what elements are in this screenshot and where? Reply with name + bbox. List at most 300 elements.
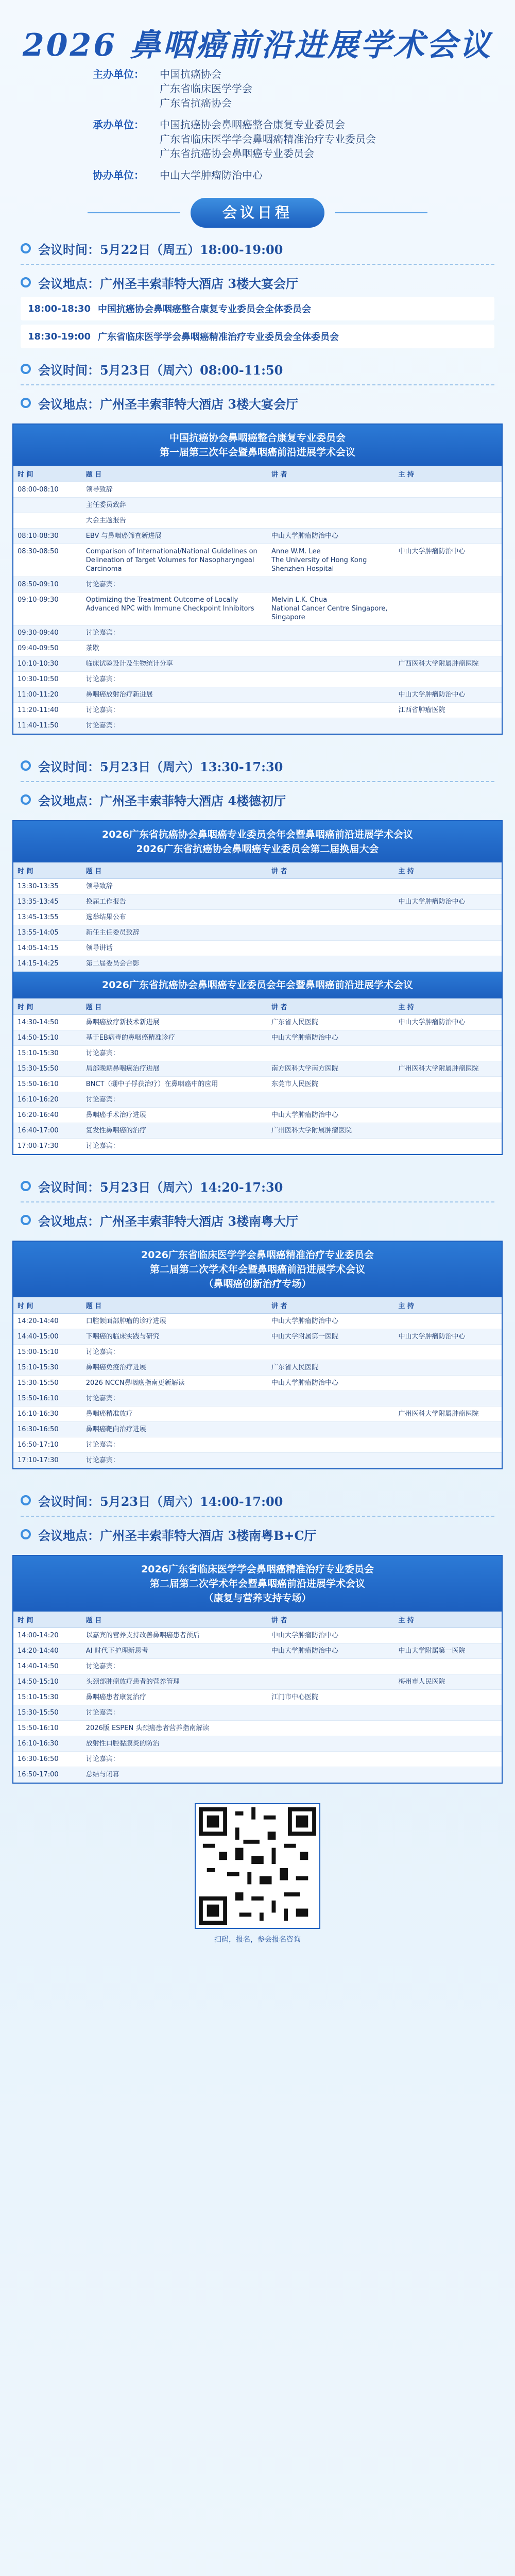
session-3 [21, 755, 494, 810]
table-cell: 江西省肿瘤医院 [394, 703, 502, 718]
table-cell: 复发性鼻咽癌的治疗 [82, 1123, 267, 1139]
column-header: 讲 者 [267, 466, 394, 482]
table-row [13, 1736, 502, 1752]
table-cell [394, 1690, 502, 1705]
table-cell [394, 1736, 502, 1752]
agenda-item [21, 297, 494, 320]
table-cell: 下咽癌的临床实践与研究 [82, 1329, 267, 1345]
session-place-text: 会议地点：广州圣丰索菲特大酒店 3楼南粤大厅 [38, 1213, 299, 1229]
column-header: 主 持 [394, 1297, 502, 1314]
table-cell [267, 894, 394, 910]
table-cell: 领导致辞 [82, 482, 267, 498]
table-row [13, 1721, 502, 1736]
table-cell: 15:10-15:30 [13, 1690, 82, 1705]
table-cell: 讨论嘉宾： [82, 1453, 267, 1468]
table-cell: 大会主题报告 [82, 513, 267, 529]
session-place [21, 1524, 494, 1545]
table-row [13, 641, 502, 656]
table-cell: 15:30-15:50 [13, 1061, 82, 1077]
table-cell [267, 703, 394, 718]
table-cell [13, 513, 82, 529]
table-cell: 08:10-08:30 [13, 529, 82, 544]
agenda-title: 广东省临床医学学会鼻咽癌精准治疗专业委员会全体委员会 [98, 332, 339, 343]
table-row [13, 1391, 502, 1406]
table-row [13, 1046, 502, 1061]
table-cell [267, 687, 394, 703]
table-cell: 中山大学肿瘤防治中心 [267, 1643, 394, 1659]
table-cell [267, 1345, 394, 1360]
table-cell: 14:40-14:50 [13, 1659, 82, 1674]
table-row [13, 577, 502, 592]
table-cell: 08:50-09:10 [13, 577, 82, 592]
table-cell: 新任主任委员致辞 [82, 925, 267, 941]
column-header: 主 持 [394, 862, 502, 879]
table-cell: 15:50-16:10 [13, 1077, 82, 1092]
location-icon [21, 1529, 31, 1539]
table-row [13, 1643, 502, 1659]
table-cell: 17:10-17:30 [13, 1453, 82, 1468]
table-row [13, 1690, 502, 1705]
table-cell: 鼻咽癌精准放疗 [82, 1406, 267, 1422]
clock-icon [21, 1495, 31, 1505]
session-2 [21, 359, 494, 413]
table-cell: 广东省人民医院 [267, 1360, 394, 1376]
agenda-card-s3 [12, 820, 503, 1155]
qr-section [180, 1804, 335, 1944]
table-cell [267, 1139, 394, 1154]
table-row [13, 498, 502, 513]
table-cell [267, 1736, 394, 1752]
table-cell [394, 925, 502, 941]
table-cell: 鼻咽癌放疗新技术新进展 [82, 1015, 267, 1030]
agenda-card-s5 [12, 1555, 503, 1784]
table-cell: 中山大学肿瘤防治中心 [267, 1376, 394, 1391]
agenda-table-2 [13, 998, 502, 1154]
session-time [21, 359, 494, 379]
table-cell: 10:30-10:50 [13, 672, 82, 687]
table-row [13, 910, 502, 925]
table-cell: 中山大学肿瘤防治中心 [394, 1015, 502, 1030]
agenda-time: 18:30-19:00 [28, 331, 91, 342]
table-cell: 中山大学附属第一医院 [267, 1329, 394, 1345]
table-cell: 中山大学肿瘤防治中心 [394, 894, 502, 910]
table-row [13, 1077, 502, 1092]
table-cell [13, 498, 82, 513]
table-cell [394, 1437, 502, 1453]
org-lines [160, 117, 464, 161]
table-row [13, 1123, 502, 1139]
table-row [13, 513, 502, 529]
location-icon [21, 277, 31, 287]
table-cell: 13:30-13:35 [13, 879, 82, 894]
table-cell [394, 577, 502, 592]
table-cell [394, 672, 502, 687]
table-row [13, 1108, 502, 1123]
table-cell: 中山大学肿瘤防治中心 [267, 1628, 394, 1643]
table-cell [394, 1391, 502, 1406]
table-cell: 15:00-15:10 [13, 1345, 82, 1360]
table-cell [267, 1752, 394, 1767]
table-cell: BNCT（硼中子俘获治疗）在鼻咽癌中的应用 [82, 1077, 267, 1092]
table-cell: 梅州市人民医院 [394, 1674, 502, 1690]
table-cell [267, 1406, 394, 1422]
table-row [13, 1674, 502, 1690]
table-row [13, 956, 502, 972]
table-cell: 16:10-16:30 [13, 1736, 82, 1752]
org-line: 中山大学肿瘤防治中心 [160, 169, 263, 181]
org-label: 承办单位： [93, 118, 144, 131]
table-cell: EBV 与鼻咽癌筛查新进展 [82, 529, 267, 544]
table-cell [267, 1092, 394, 1108]
table-cell: AI 时代下护理新思考 [82, 1643, 267, 1659]
org-line: 中国抗癌协会鼻咽癌整合康复专业委员会 [160, 118, 345, 131]
table-header-row [13, 1612, 502, 1628]
table-cell: Anne W.M. Lee The University of Hong Kong Shenzhen Hospital [267, 544, 394, 577]
session-place-text: 会议地点：广州圣丰索菲特大酒店 3楼大宴会厅 [38, 396, 299, 412]
table-cell [267, 1391, 394, 1406]
org-line: 广东省临床医学学会 [160, 82, 252, 95]
table-cell [394, 941, 502, 956]
table-cell [394, 1422, 502, 1437]
table-cell: 08:00-08:10 [13, 482, 82, 498]
table-cell [394, 718, 502, 734]
card-title: 2026广东省临床医学学会鼻咽癌精准治疗专业委员会 第二届第二次学术年会暨鼻咽癌前沿进展学术会议 （康复与营养支持专场） [13, 1556, 502, 1612]
table-row [13, 1092, 502, 1108]
table-cell: 总结与闭幕 [82, 1767, 267, 1783]
table-cell: 讨论嘉宾： [82, 1139, 267, 1154]
table-row [13, 894, 502, 910]
table-cell: 鼻咽癌手术治疗进展 [82, 1108, 267, 1123]
table-cell: 08:30-08:50 [13, 544, 82, 577]
session-place-text: 会议地点：广州圣丰索菲特大酒店 4楼德初厅 [38, 793, 286, 808]
table-row [13, 1406, 502, 1422]
table-cell [394, 1123, 502, 1139]
qr-pattern-icon [199, 1807, 316, 1925]
table-cell: 广西医科大学附属肿瘤医院 [394, 656, 502, 672]
location-icon [21, 1215, 31, 1225]
card-title: 2026广东省临床医学学会鼻咽癌精准治疗专业委员会 第二届第二次学术年会暨鼻咽癌前沿进展学术会议 （鼻咽癌创新治疗专场） [13, 1242, 502, 1297]
session-time [21, 238, 494, 259]
table-cell: 16:50-17:00 [13, 1767, 82, 1783]
session-5 [21, 1490, 494, 1545]
column-header: 时 间 [13, 862, 82, 879]
header [0, 0, 515, 67]
session-place [21, 1210, 494, 1230]
table-cell [394, 529, 502, 544]
table-cell: 以嘉宾的营养支持改善鼻咽癌患者预后 [82, 1628, 267, 1643]
table-cell [394, 1376, 502, 1391]
card-title: 中国抗癌协会鼻咽癌整合康复专业委员会 第一届第三次年会暨鼻咽癌前沿进展学术会议 [13, 425, 502, 466]
session-1 [21, 238, 494, 348]
qr-code[interactable] [196, 1804, 319, 1928]
table-cell [394, 513, 502, 529]
table-cell [267, 941, 394, 956]
table-row [13, 1437, 502, 1453]
table-cell: 东莞市人民医院 [267, 1077, 394, 1092]
table-cell: 2026 NCCN鼻咽癌指南更新解读 [82, 1376, 267, 1391]
table-cell: 14:20-14:40 [13, 1643, 82, 1659]
table-cell [394, 1108, 502, 1123]
session-time [21, 755, 494, 776]
agenda-item [21, 325, 494, 348]
org-line: 广东省临床医学学会鼻咽癌精准治疗专业委员会 [160, 133, 376, 145]
table-row [13, 941, 502, 956]
table-cell: 09:40-09:50 [13, 641, 82, 656]
table-cell: 09:10-09:30 [13, 592, 82, 625]
divider [21, 384, 494, 385]
table-row [13, 879, 502, 894]
table-row [13, 592, 502, 625]
table-cell [267, 498, 394, 513]
table-cell: 2026版 ESPEN 头颈癌患者营养指南解读 [82, 1721, 267, 1736]
table-row [13, 1030, 502, 1046]
session-time [21, 1490, 494, 1511]
column-header: 主 持 [394, 998, 502, 1015]
table-cell: Comparison of International/National Guidelines on Delineation of Target Volumes for Nasopharyngeal Carcinoma [82, 544, 267, 577]
agenda-title: 中国抗癌协会鼻咽癌整合康复专业委员会全体委员会 [98, 304, 311, 315]
divider [21, 1201, 494, 1202]
agenda-table [13, 1612, 502, 1783]
table-cell: 11:00-11:20 [13, 687, 82, 703]
table-row [13, 1360, 502, 1376]
clock-icon [21, 760, 31, 771]
session-time [21, 1176, 494, 1196]
table-cell [394, 1345, 502, 1360]
table-cell: 中山大学肿瘤防治中心 [394, 544, 502, 577]
org-line: 中国抗癌协会 [160, 68, 221, 80]
agenda-time: 18:00-18:30 [28, 303, 91, 314]
table-cell: 鼻咽癌靶向治疗进展 [82, 1422, 267, 1437]
table-cell [267, 925, 394, 941]
card-title-2: 2026广东省抗癌协会鼻咽癌专业委员会年会暨鼻咽癌前沿进展学术会议 [13, 972, 502, 998]
divider [21, 781, 494, 782]
table-cell: 广州医科大学附属肿瘤医院 [267, 1123, 394, 1139]
table-cell [394, 1030, 502, 1046]
table-row [13, 544, 502, 577]
table-cell: 广州医科大学附属肿瘤医院 [394, 1061, 502, 1077]
table-cell [394, 1705, 502, 1721]
agenda-table [13, 1297, 502, 1468]
table-cell: 换届工作报告 [82, 894, 267, 910]
table-row [13, 1139, 502, 1154]
table-cell: 14:00-14:20 [13, 1628, 82, 1643]
session-place-text: 会议地点：广州圣丰索菲特大酒店 3楼大宴会厅 [38, 276, 299, 291]
table-cell: 讨论嘉宾： [82, 672, 267, 687]
table-cell: 选举结果公布 [82, 910, 267, 925]
table-cell: 中山大学肿瘤防治中心 [267, 529, 394, 544]
column-header: 时 间 [13, 466, 82, 482]
page-title: 2026 鼻咽癌前沿进展学术会议 [23, 27, 492, 63]
org-lines [160, 168, 464, 182]
table-cell [267, 656, 394, 672]
table-cell: 讨论嘉宾： [82, 1659, 267, 1674]
table-row [13, 1329, 502, 1345]
table-row [13, 656, 502, 672]
table-cell: 14:50-15:10 [13, 1674, 82, 1690]
table-cell [394, 1077, 502, 1092]
table-cell: 15:50-16:10 [13, 1391, 82, 1406]
clock-icon [21, 364, 31, 374]
table-cell: 15:30-15:50 [13, 1376, 82, 1391]
table-cell: 13:45-13:55 [13, 910, 82, 925]
table-cell: 临床试验设计及生物统计分享 [82, 656, 267, 672]
column-header: 时 间 [13, 1297, 82, 1314]
table-cell: 茶歇 [82, 641, 267, 656]
column-header: 讲 者 [267, 1612, 394, 1628]
table-cell [267, 672, 394, 687]
table-cell: 13:55-14:05 [13, 925, 82, 941]
table-cell: 中山大学肿瘤防治中心 [267, 1030, 394, 1046]
table-cell: 讨论嘉宾： [82, 1345, 267, 1360]
org-row-host [93, 67, 464, 110]
table-cell: 13:35-13:45 [13, 894, 82, 910]
org-label: 协办单位： [93, 169, 144, 181]
table-cell: 11:20-11:40 [13, 703, 82, 718]
table-cell: 16:10-16:20 [13, 1092, 82, 1108]
table-cell [267, 641, 394, 656]
table-cell [267, 577, 394, 592]
table-cell [394, 625, 502, 641]
org-row-organizer [93, 117, 464, 161]
column-header: 时 间 [13, 998, 82, 1015]
table-cell: 14:15-14:25 [13, 956, 82, 972]
table-cell [394, 482, 502, 498]
table-cell: 讨论嘉宾： [82, 1092, 267, 1108]
table-row [13, 1453, 502, 1468]
table-cell: 讨论嘉宾： [82, 703, 267, 718]
table-header-row [13, 466, 502, 482]
table-cell: 鼻咽癌免疫治疗进展 [82, 1360, 267, 1376]
table-cell [267, 513, 394, 529]
table-cell [394, 1092, 502, 1108]
table-cell: 中山大学肿瘤防治中心 [394, 1329, 502, 1345]
table-cell [394, 1659, 502, 1674]
column-header: 讲 者 [267, 1297, 394, 1314]
table-cell: 领导讲话 [82, 941, 267, 956]
column-header: 题 目 [82, 466, 267, 482]
table-cell: 09:30-09:40 [13, 625, 82, 641]
session-time-text: 会议时间：5月23日（周六）08:00-11:50 [38, 362, 283, 378]
table-header-row [13, 862, 502, 879]
session-4 [21, 1176, 494, 1230]
table-cell: 16:10-16:30 [13, 1406, 82, 1422]
clock-icon [21, 1181, 31, 1191]
table-cell: 头颈部肿瘤放疗患者的营养管理 [82, 1674, 267, 1690]
session-time-text: 会议时间：5月22日（周五）18:00-19:00 [38, 242, 283, 257]
table-cell [267, 910, 394, 925]
column-header: 主 持 [394, 1612, 502, 1628]
table-cell: 11:40-11:50 [13, 718, 82, 734]
column-header: 题 目 [82, 862, 267, 879]
table-header-row [13, 998, 502, 1015]
table-cell [267, 1046, 394, 1061]
table-header-row [13, 1297, 502, 1314]
agenda-card-s2 [12, 423, 503, 735]
table-cell: 讨论嘉宾： [82, 1437, 267, 1453]
table-cell: 放射性口腔黏膜炎的防治 [82, 1736, 267, 1752]
table-cell [267, 1422, 394, 1437]
table-row [13, 1345, 502, 1360]
table-cell: 16:50-17:10 [13, 1437, 82, 1453]
table-cell: 17:00-17:30 [13, 1139, 82, 1154]
table-cell [267, 625, 394, 641]
table-cell [267, 1453, 394, 1468]
divider [21, 1516, 494, 1517]
session-time-text: 会议时间：5月23日（周六）14:00-17:00 [38, 1494, 283, 1509]
table-cell: Optimizing the Treatment Outcome of Locally Advanced NPC with Immune Checkpoint Inhibitors [82, 592, 267, 625]
table-cell [394, 1314, 502, 1329]
table-cell: Melvin L.K. Chua National Cancer Centre Singapore, Singapore [267, 592, 394, 625]
table-cell: 15:50-16:10 [13, 1721, 82, 1736]
table-cell: 基于EB病毒的鼻咽癌精准诊疗 [82, 1030, 267, 1046]
table-cell: 鼻咽癌患者康复治疗 [82, 1690, 267, 1705]
table-cell [394, 1721, 502, 1736]
table-cell: 讨论嘉宾： [82, 718, 267, 734]
org-line: 广东省抗癌协会鼻咽癌专业委员会 [160, 147, 314, 160]
table-cell [267, 879, 394, 894]
session-place-text: 会议地点：广州圣丰索菲特大酒店 3楼南粤B+C厅 [38, 1528, 317, 1543]
table-cell [394, 1139, 502, 1154]
table-cell [267, 1721, 394, 1736]
table-cell [394, 592, 502, 625]
divider [21, 264, 494, 265]
table-cell: 广州医科大学附属肿瘤医院 [394, 1406, 502, 1422]
table-cell: 讨论嘉宾： [82, 1705, 267, 1721]
table-cell: 讨论嘉宾： [82, 577, 267, 592]
table-cell: 16:20-16:40 [13, 1108, 82, 1123]
table-cell: 15:10-15:30 [13, 1360, 82, 1376]
table-cell [394, 956, 502, 972]
table-cell [267, 956, 394, 972]
table-cell [267, 1437, 394, 1453]
table-row [13, 925, 502, 941]
table-cell [267, 1674, 394, 1690]
session-time-text: 会议时间：5月23日（周六）13:30-17:30 [38, 759, 283, 774]
table-cell: 10:10-10:30 [13, 656, 82, 672]
table-cell: 14:40-15:00 [13, 1329, 82, 1345]
table-cell: 14:05-14:15 [13, 941, 82, 956]
table-cell: 讨论嘉宾： [82, 1391, 267, 1406]
table-cell: 中山大学肿瘤防治中心 [394, 687, 502, 703]
table-cell: 14:20-14:40 [13, 1314, 82, 1329]
table-row [13, 718, 502, 734]
table-row [13, 1767, 502, 1783]
agenda-card-s4 [12, 1241, 503, 1469]
table-cell [267, 482, 394, 498]
column-header: 题 目 [82, 998, 267, 1015]
table-cell [394, 1767, 502, 1783]
table-row [13, 687, 502, 703]
table-cell: 局部晚期鼻咽癌治疗进展 [82, 1061, 267, 1077]
org-label: 主办单位： [93, 68, 144, 80]
table-cell [267, 718, 394, 734]
table-row [13, 1628, 502, 1643]
table-cell: 16:30-16:50 [13, 1752, 82, 1767]
table-cell: 16:30-16:50 [13, 1422, 82, 1437]
organizers [93, 67, 464, 182]
table-cell [394, 1046, 502, 1061]
table-row [13, 529, 502, 544]
table-cell [394, 1628, 502, 1643]
column-header: 主 持 [394, 466, 502, 482]
table-cell: 中山大学肿瘤防治中心 [267, 1314, 394, 1329]
table-cell [267, 1659, 394, 1674]
table-cell: 讨论嘉宾： [82, 1752, 267, 1767]
schedule-banner: 会议日程 [191, 198, 324, 228]
org-line: 广东省抗癌协会 [160, 97, 232, 109]
table-row [13, 1061, 502, 1077]
table-cell [394, 1360, 502, 1376]
